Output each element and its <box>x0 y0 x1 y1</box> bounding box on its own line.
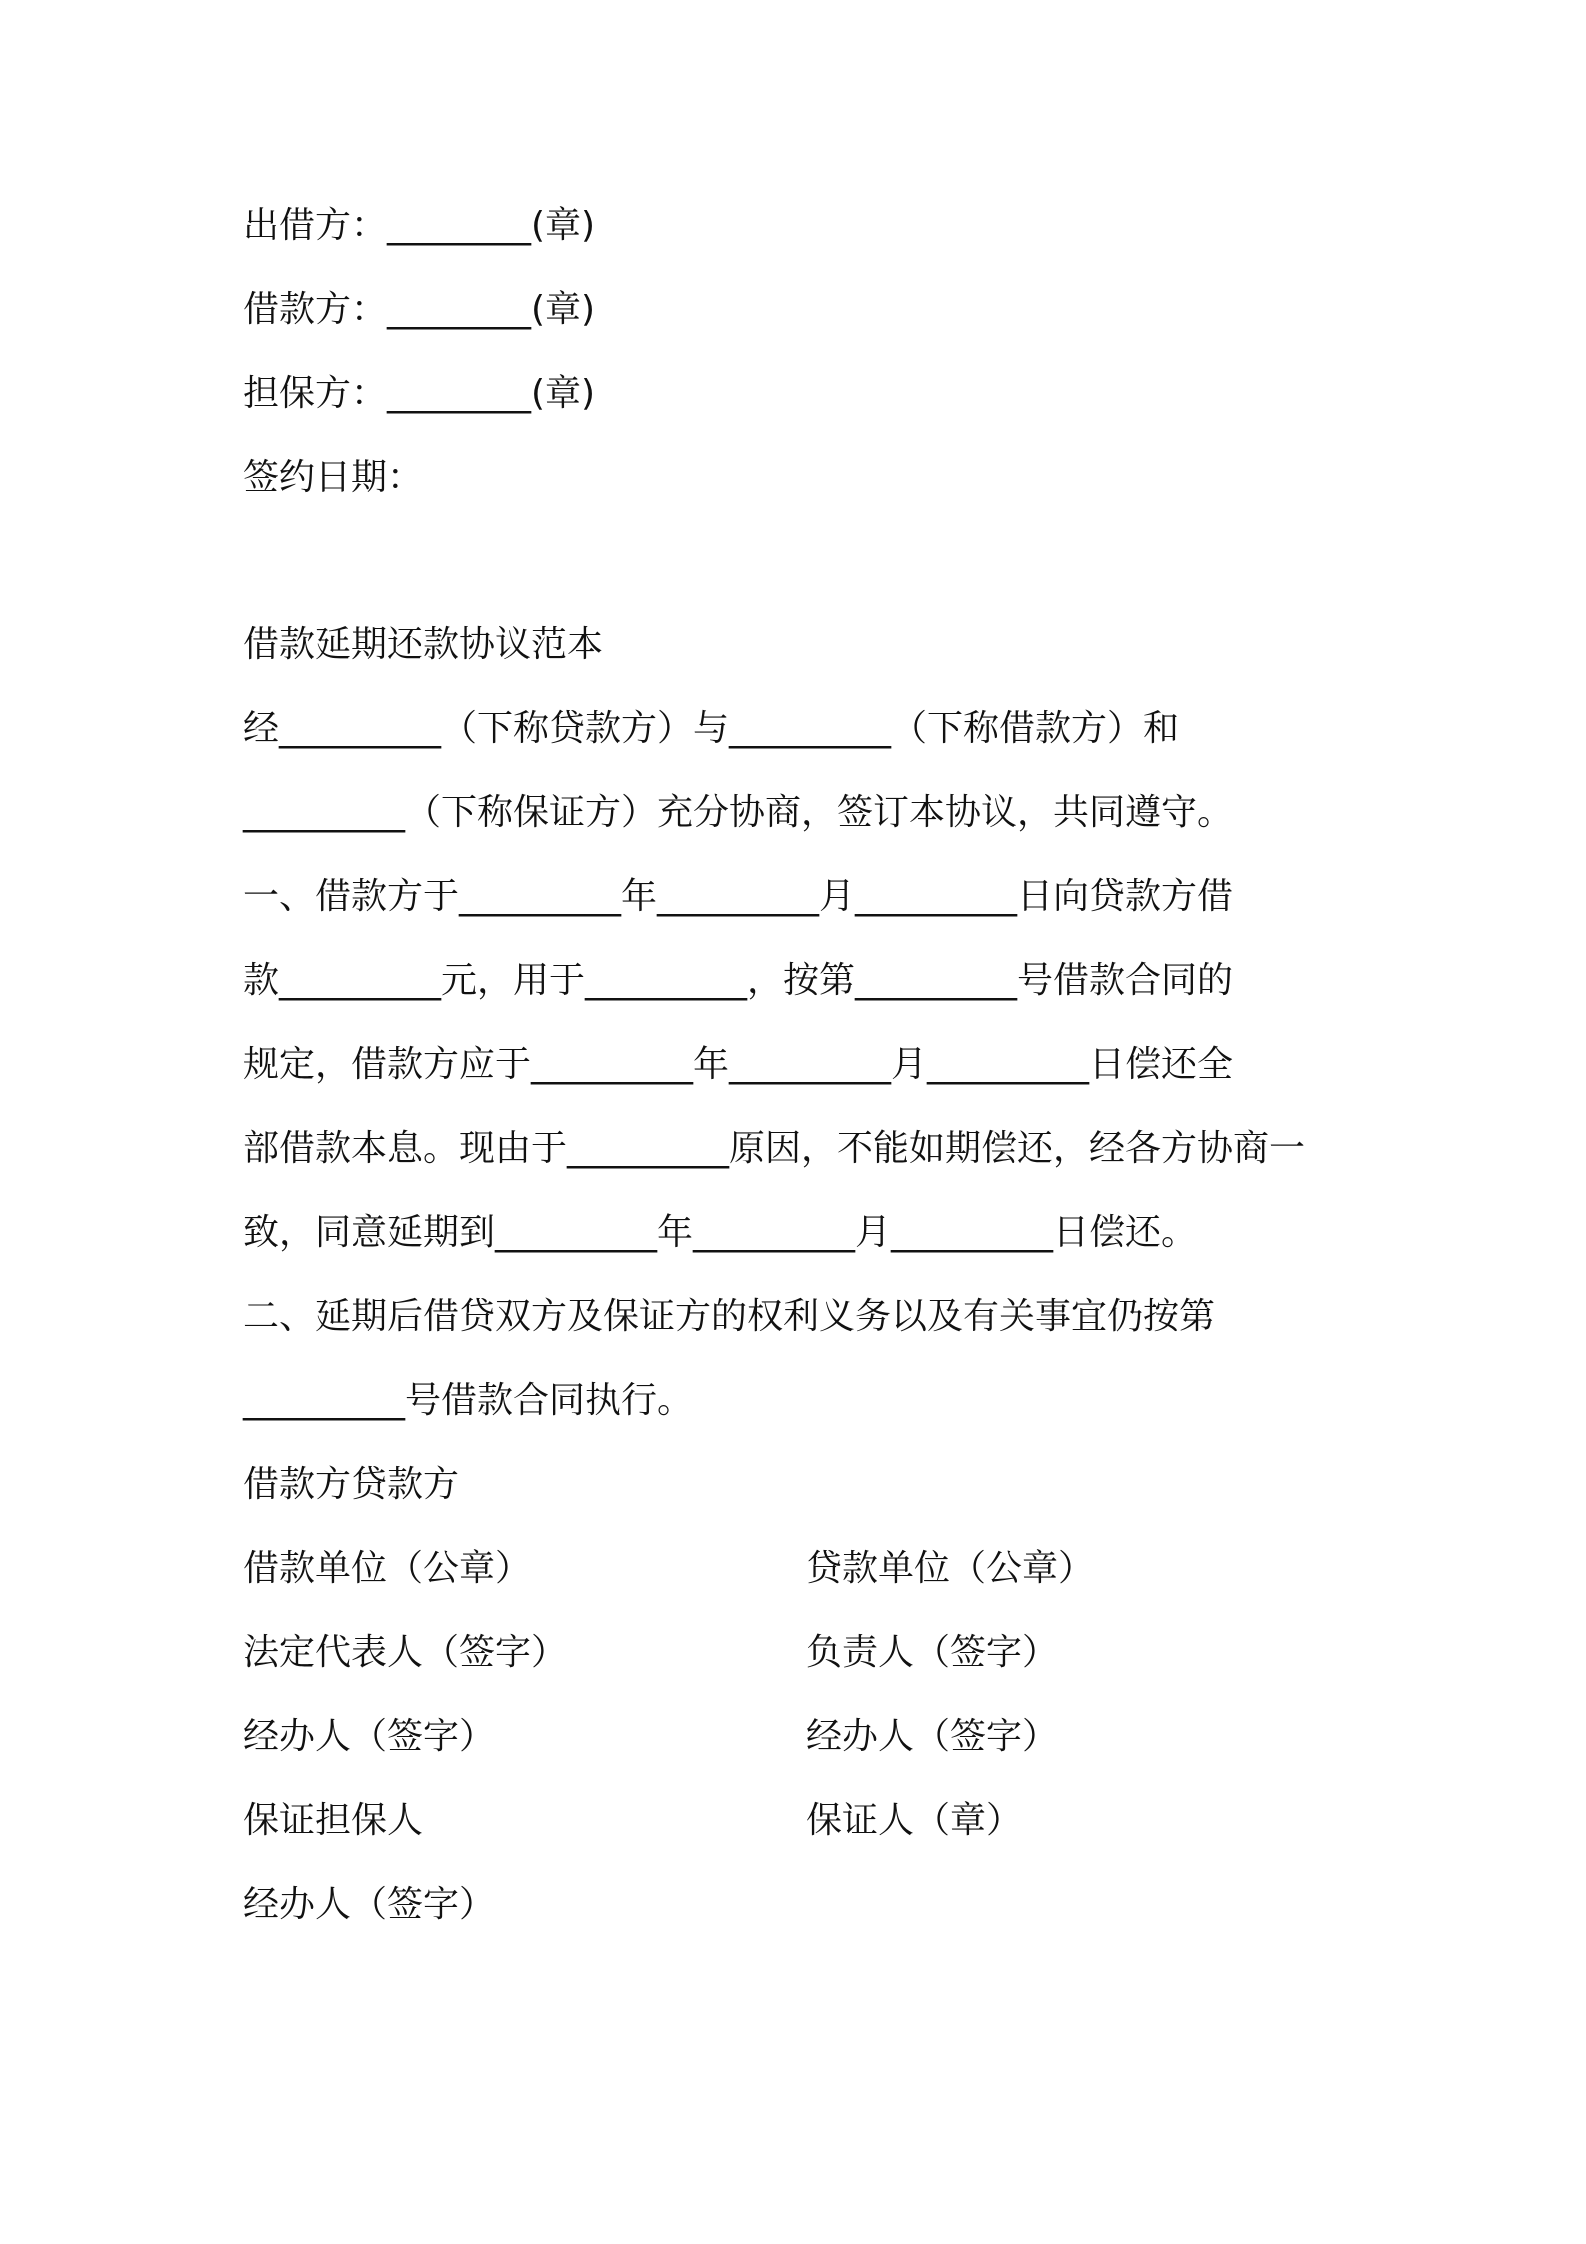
clause-two-line: 二、延期后借贷双方及保证方的权利义务以及有关事宜仍按第 <box>243 1296 1216 1337</box>
paragraph-line: 部借款本息。现由于_________原因，不能如期偿还，经各方协商一 <box>243 1128 1306 1169</box>
lender-signature-line: 出借方：________(章) <box>243 205 596 246</box>
paragraph-line: 规定，借款方应于_________年_________月_________日偿还全 <box>243 1044 1234 1085</box>
lender-unit-seal: 贷款单位（公章） <box>806 1548 1095 1589</box>
paragraph-line: 致，同意延期到_________年_________月_________日偿还。 <box>243 1212 1198 1253</box>
guarantor-handler-signature: 经办人（签字） <box>243 1884 496 1925</box>
agreement-title: 借款延期还款协议范本 <box>243 624 604 665</box>
responsible-person-signature: 负责人（签字） <box>806 1632 1059 1673</box>
lender-handler-signature: 经办人（签字） <box>806 1716 1059 1757</box>
paragraph-line: 款_________元，用于_________，按第_________号借款合同的 <box>243 960 1234 1001</box>
parties-heading: 借款方贷款方 <box>243 1464 460 1505</box>
guarantee-guarantor: 保证担保人 <box>243 1800 424 1841</box>
clause-one-line: 一、借款方于_________年_________月_________日向贷款方借 <box>243 876 1234 917</box>
paragraph-line: _________（下称保证方）充分协商，签订本协议，共同遵守。 <box>243 792 1234 833</box>
borrower-handler-signature: 经办人（签字） <box>243 1716 496 1757</box>
paragraph-line: 经_________（下称贷款方）与_________（下称借款方）和 <box>243 708 1180 749</box>
paragraph-line: _________号借款合同执行。 <box>243 1380 694 1421</box>
legal-representative-signature: 法定代表人（签字） <box>243 1632 568 1673</box>
borrower-signature-line: 借款方：________(章) <box>243 289 596 330</box>
borrower-unit-seal: 借款单位（公章） <box>243 1548 532 1589</box>
guarantor-seal: 保证人（章） <box>806 1800 1023 1841</box>
guarantor-signature-line: 担保方：________(章) <box>243 373 596 414</box>
signing-date-line: 签约日期： <box>243 457 424 498</box>
